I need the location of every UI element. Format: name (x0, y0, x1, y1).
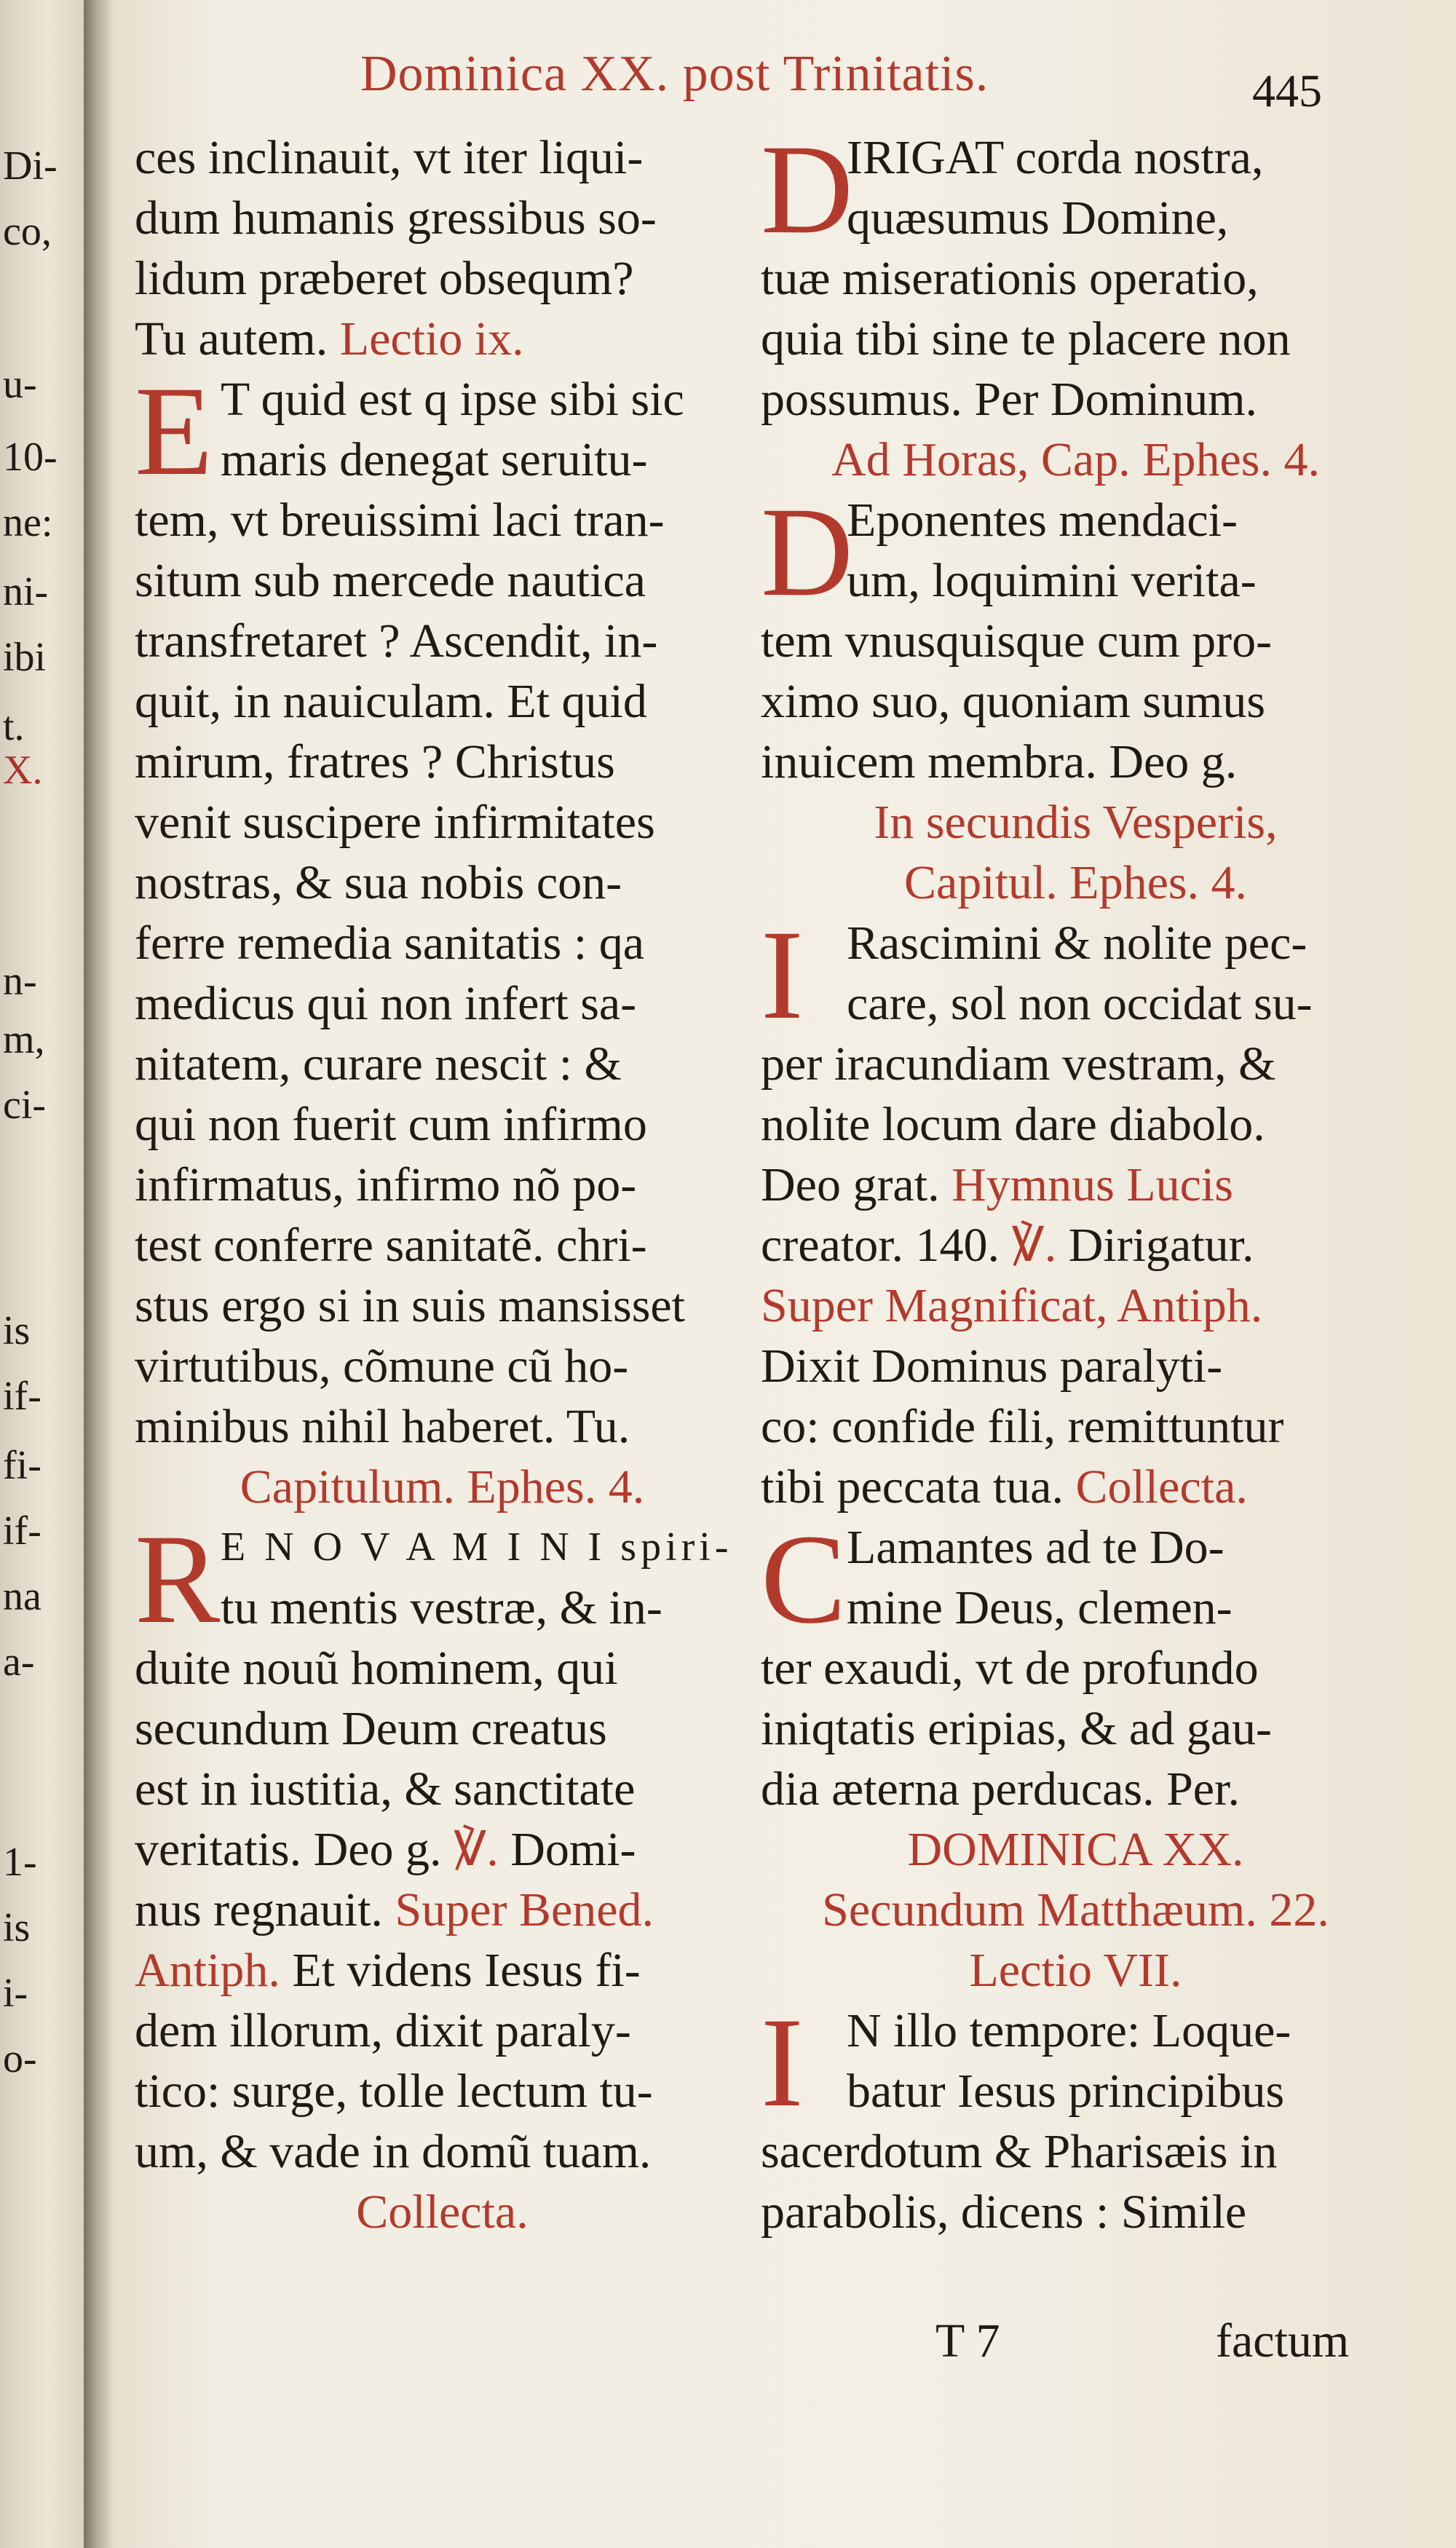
rubric-heading: Secundum Matthæum. 22. (822, 1883, 1329, 1936)
text-run: lidum præberet obsequm? (135, 252, 634, 305)
text-run: veritatis. Deo g. (135, 1823, 442, 1876)
text-line (761, 1094, 1390, 1155)
text-line (135, 1880, 750, 1940)
text-line: T quid est q ipse sibi sic (221, 373, 684, 426)
text-line: batur Iesus principibus (847, 2065, 1285, 2118)
text-line: Eponentes mendaci- (847, 494, 1238, 547)
text-run: ter exaudi, vt de profundo (761, 1642, 1259, 1695)
rubric-label: ℣. (454, 1823, 499, 1876)
text-run: tuæ miserationis operatio, (761, 252, 1259, 305)
text-line (135, 732, 750, 792)
facing-page-fragment: 1- (3, 1840, 37, 1885)
text-line (135, 852, 750, 913)
text-line (135, 127, 750, 188)
text-line (135, 1698, 750, 1759)
text-run: Domi- (510, 1823, 636, 1876)
facing-page-fragment: ni- (3, 569, 49, 614)
catchword: factum (1216, 2314, 1350, 2367)
text-run: duite nouũ hominem, qui (135, 1642, 618, 1695)
text-run: virtutibus, cõmune cũ ho- (135, 1340, 629, 1393)
running-head: Dominica XX. post Trinitatis. (360, 46, 989, 102)
text-run: Et videns Iesus fi- (292, 1944, 641, 1997)
page-number: 445 (1252, 65, 1322, 116)
text-line (135, 913, 750, 973)
book-gutter (84, 0, 113, 2548)
text-run: nostras, & sua nobis con- (135, 856, 622, 909)
text-run: Dirigatur. (1068, 1219, 1254, 1272)
text-line: um, loquimini verita- (847, 554, 1257, 607)
text-run: est in iustitia, & sanctitate (135, 1762, 636, 1816)
text-run: ximo suo, quoniam sumus (761, 675, 1266, 728)
text-line (135, 1094, 750, 1155)
paragraph-with-initial (135, 360, 750, 502)
text-run: situm sub mercede nautica (135, 554, 646, 607)
rubric-heading: Capitulum. Ephes. 4. (240, 1460, 645, 1514)
text-line (135, 1034, 750, 1094)
text-line (135, 671, 750, 732)
text-run: quia tibi sine te placere non (761, 312, 1291, 365)
drop-initial: I (761, 904, 804, 1046)
text-run: sacerdotum & Pharisæis in (761, 2125, 1278, 2178)
facing-page-fragment: is (3, 1308, 31, 1353)
text-line: tu mentis vestræ, & in- (221, 1581, 662, 1634)
rubric-heading: DOMINICA XX. (907, 1823, 1244, 1876)
text-run: um, & vade in domũ tuam. (135, 2125, 652, 2178)
facing-page-fragment: 10- (3, 435, 58, 480)
text-run: mirum, fratres ? Christus (135, 735, 615, 788)
rubric-label: ℣. (1011, 1219, 1057, 1272)
facing-page-fragment: ibi (3, 635, 47, 680)
text-run: ces inclinauit, vt iter liqui- (135, 131, 644, 184)
rubric-label: Collecta. (1075, 1460, 1248, 1514)
paragraph-with-initial (135, 1508, 750, 1650)
rubric-label: Super Bened. (395, 1883, 654, 1936)
rubric-heading: Ad Horas, Cap. Ephes. 4. (831, 433, 1320, 486)
text-run: creator. 140. (761, 1219, 1000, 1272)
text-line: E N O V A M I N I spiri- (221, 1524, 733, 1570)
text-line (135, 490, 750, 550)
facing-page-fragment: n- (3, 959, 37, 1004)
facing-page-fragment: if- (3, 1508, 41, 1554)
rubric-label: Antiph. (135, 1944, 280, 1997)
rubric-heading: In secundis Vesperis, (874, 796, 1278, 849)
text-line (761, 2121, 1390, 2182)
facing-page-fragment: u- (3, 362, 37, 407)
text-run: dum humanis gressibus so- (135, 191, 657, 245)
text-line: Lamantes ad te Do- (847, 1521, 1224, 1574)
facing-page-fragment: ne: (3, 500, 53, 545)
facing-page-fragment: X. (3, 748, 43, 793)
text-line (135, 1155, 750, 1215)
text-line (761, 732, 1390, 792)
text-line (761, 248, 1390, 309)
paragraph-with-initial (761, 119, 1390, 261)
text-run: tem vnusquisque cum pro- (761, 614, 1273, 668)
text-run: co: confide fili, remittuntur (761, 1400, 1284, 1453)
facing-page-fragment: a- (3, 1639, 35, 1685)
facing-page-fragment: o- (3, 2036, 37, 2081)
text-line (135, 1336, 750, 1396)
text-line (135, 973, 750, 1034)
text-line (761, 1155, 1390, 1215)
text-line: N illo tempore: Loque- (847, 2004, 1291, 2057)
signature-mark: T 7 (935, 2314, 1000, 2367)
text-line (135, 1396, 750, 1457)
text-line: mine Deus, clemen- (847, 1581, 1233, 1634)
drop-initial: I (761, 1992, 804, 2134)
text-run: test conferre sanitatẽ. chri- (135, 1219, 647, 1272)
text-line (761, 611, 1390, 671)
rubric-heading: Capitul. Ephes. 4. (903, 856, 1248, 909)
left-column (135, 127, 750, 2242)
text-run: tibi peccata tua. (761, 1460, 1064, 1514)
text-line (135, 1819, 750, 1880)
facing-page-fragment: t. (3, 704, 25, 749)
text-line (761, 1759, 1390, 1819)
text-line (761, 1336, 1390, 1396)
text-line: Rascimini & nolite pec- (847, 917, 1307, 970)
text-line (135, 2121, 750, 2182)
text-run: dem illorum, dixit paraly- (135, 2004, 631, 2057)
text-run: inuicem membra. Deo g. (761, 735, 1238, 788)
text-run: transfretaret ? Ascendit, in- (135, 614, 658, 668)
text-run: iniqtatis eripias, & ad gau- (761, 1702, 1272, 1755)
text-run: infirmatus, infirmo nõ po- (135, 1158, 637, 1211)
paragraph-with-initial (761, 904, 1390, 1046)
paragraph-with-initial (761, 481, 1390, 623)
rubric-heading: Lectio VII. (969, 1944, 1182, 1997)
paragraph-with-initial (761, 1992, 1390, 2134)
rubric-line: Super Magnificat, Antiph. (761, 1279, 1263, 1332)
text-line (135, 1275, 750, 1336)
drop-initial: C (761, 1508, 847, 1650)
text-run: Tu autem. (135, 312, 328, 365)
text-run: medicus qui non infert sa- (135, 977, 637, 1030)
facing-page-fragment: i- (3, 1971, 28, 2016)
text-line (135, 248, 750, 309)
text-line (761, 1396, 1390, 1457)
text-line (135, 1940, 750, 2001)
text-run: dia æterna perducas. Per. (761, 1762, 1240, 1816)
text-line: IRIGAT corda nostra, (847, 131, 1264, 184)
text-line (135, 611, 750, 671)
facing-page-fragment: Di- (3, 143, 58, 189)
text-line (761, 1034, 1390, 1094)
text-line (135, 1638, 750, 1698)
text-run: minibus nihil haberet. Tu. (135, 1400, 630, 1453)
text-line (761, 369, 1390, 430)
text-run: parabolis, dicens : Simile (761, 2185, 1247, 2239)
drop-initial: R (135, 1508, 221, 1650)
text-line: quæsumus Domine, (847, 191, 1229, 245)
text-line (135, 1759, 750, 1819)
rubric-label: Lectio ix. (339, 312, 524, 365)
text-run: qui non fuerit cum infirmo (135, 1098, 647, 1151)
text-run: Deo grat. (761, 1158, 940, 1211)
text-run: Dixit Dominus paralyti- (761, 1340, 1223, 1393)
facing-page-fragment: ci- (3, 1083, 47, 1128)
text-line: care, sol non occidat su- (847, 977, 1313, 1030)
text-run: per iracundiam vestram, & (761, 1037, 1276, 1091)
text-line (761, 2182, 1390, 2242)
text-run: stus ergo si in suis mansisset (135, 1279, 686, 1332)
text-line (761, 1638, 1390, 1698)
text-line (761, 309, 1390, 369)
text-run: nitatem, curare nescit : & (135, 1037, 622, 1091)
text-line (135, 2061, 750, 2121)
text-line (135, 2001, 750, 2061)
facing-page-fragment: if- (3, 1374, 41, 1419)
text-line (135, 1215, 750, 1275)
rubric-heading: Collecta. (356, 2185, 529, 2239)
text-run: venit suscipere infirmitates (135, 796, 655, 849)
facing-page-fragment: fi- (3, 1443, 41, 1488)
facing-page-fragment: is (3, 1905, 31, 1950)
text-line (135, 550, 750, 611)
text-line (761, 1457, 1390, 1517)
text-line: maris denegat seruitu- (221, 433, 648, 486)
right-column (761, 119, 1390, 2242)
facing-page-fragment: na (3, 1574, 41, 1619)
rubric-label: Hymnus Lucis (951, 1158, 1233, 1211)
drop-initial: D (761, 481, 854, 623)
text-line (135, 309, 750, 369)
drop-initial: D (761, 119, 854, 261)
text-run: secundum Deum creatus (135, 1702, 607, 1755)
text-line (761, 671, 1390, 732)
text-line (761, 1215, 1390, 1275)
drop-initial: E (135, 360, 213, 502)
text-line (761, 1698, 1390, 1759)
text-run: nolite locum dare diabolo. (761, 1098, 1265, 1151)
text-line (135, 792, 750, 852)
facing-page-fragment: m, (3, 1017, 45, 1062)
paragraph-with-initial (761, 1508, 1390, 1650)
text-run: ferre remedia sanitatis : qa (135, 917, 644, 970)
text-run: quit, in nauiculam. Et quid (135, 675, 647, 728)
facing-page-edge (0, 0, 84, 2548)
text-run: tico: surge, tolle lectum tu- (135, 2065, 653, 2118)
facing-page-fragment: co, (3, 209, 52, 254)
text-run: tem, vt breuissimi laci tran- (135, 494, 665, 547)
text-run: possumus. Per Dominum. (761, 373, 1258, 426)
text-run: nus regnauit. (135, 1883, 383, 1936)
text-line (135, 188, 750, 248)
